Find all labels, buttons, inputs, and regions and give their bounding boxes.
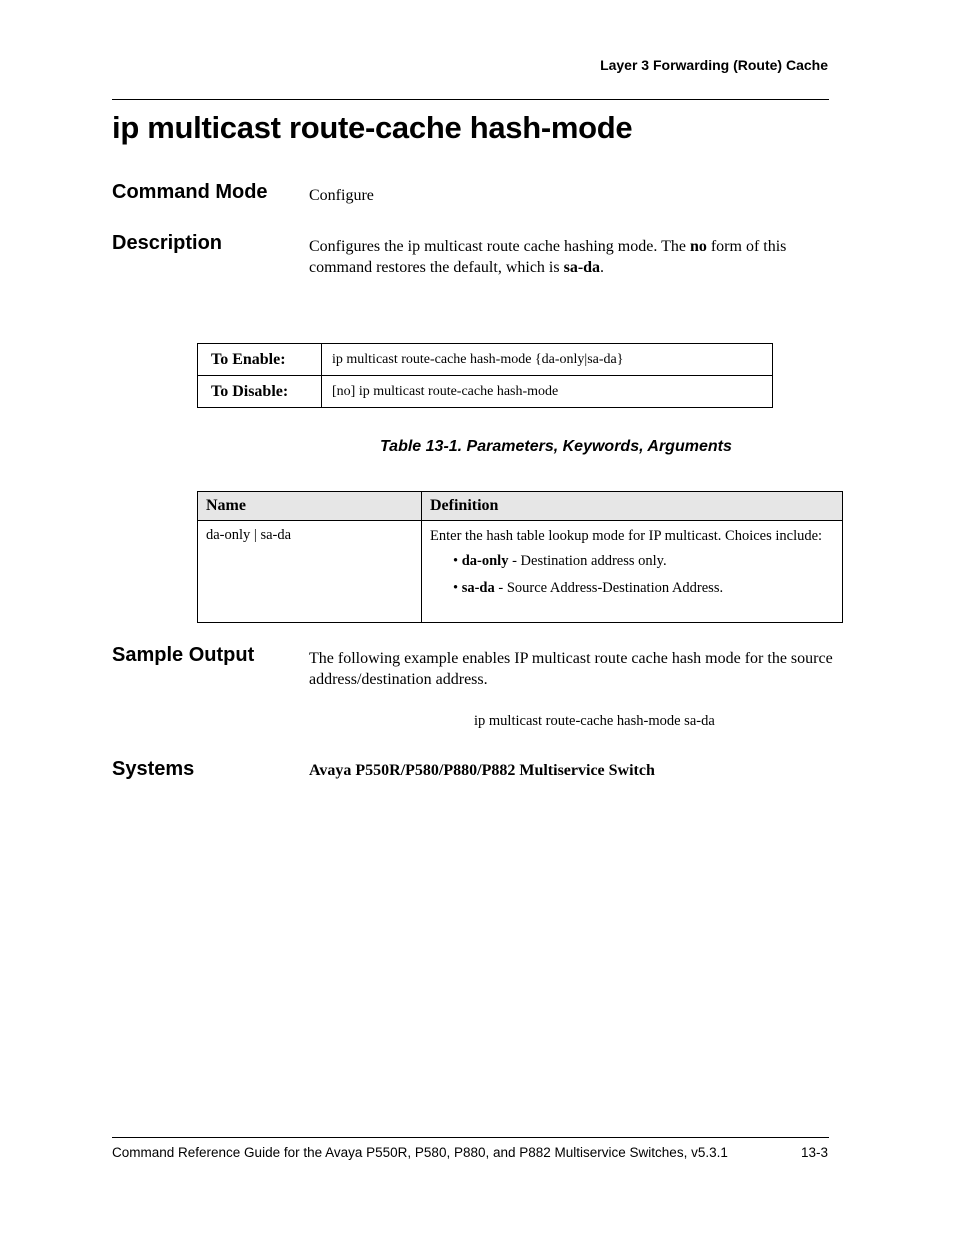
table-row <box>198 521 843 623</box>
sample-output-text: The following example enables IP multicast route cache hash mode for the source address/destination address. <box>309 650 833 688</box>
syntax-row-disable <box>198 376 773 408</box>
description-keyword-no: no <box>689 238 707 255</box>
description-text-part: form of this command restores the default, which is <box>309 238 787 276</box>
list-item: • da-only - Destination address only. <box>453 553 667 569</box>
column-header-name: Name <box>198 492 422 521</box>
enable-syntax: ip multicast route-cache hash-mode {da-only|sa-da} <box>322 344 773 376</box>
page-title: ip multicast route-cache hash-mode <box>112 110 633 145</box>
running-header: Layer 3 Forwarding (Route) Cache <box>600 57 828 73</box>
choice-term: sa-da <box>461 580 495 596</box>
description-heading: Description <box>112 232 223 254</box>
header-rule <box>112 99 829 100</box>
page-number: 13-3 <box>800 1145 828 1160</box>
sample-command: ip multicast route-cache hash-mode sa-da <box>474 713 715 729</box>
param-definition-cell <box>422 521 843 623</box>
systems-heading: Systems <box>112 758 195 780</box>
param-name: da-only | sa-da <box>198 521 422 623</box>
list-item: • sa-da - Source Address-Destination Address. <box>453 580 724 596</box>
column-header-definition: Definition <box>422 492 843 521</box>
table-header-row <box>198 492 843 521</box>
choice-term: da-only <box>461 553 509 569</box>
description-default-value: sa-da <box>563 259 601 276</box>
choice-description: - Destination address only. <box>508 553 667 569</box>
syntax-table <box>197 343 773 408</box>
footer-book-title: Command Reference Guide for the Avaya P550R, P580, P880, and P882 Multiservice Switches, v5.3.1 <box>112 1145 728 1160</box>
description-text-part: Configures the ip multicast route cache hashing mode. The <box>309 238 690 255</box>
footer-rule <box>112 1137 829 1138</box>
enable-label: To Enable: <box>198 344 322 376</box>
sample-output-heading: Sample Output <box>112 644 255 666</box>
command-mode-value: Configure <box>309 187 374 204</box>
table-caption: Table 13-1. Parameters, Keywords, Arguments <box>380 438 732 455</box>
syntax-row-enable <box>198 344 773 376</box>
systems-value: Avaya P550R/P580/P880/P882 Multiservice Switch <box>309 762 655 779</box>
parameters-table <box>197 491 843 623</box>
disable-label: To Disable: <box>198 376 322 408</box>
command-mode-heading: Command Mode <box>112 181 268 203</box>
disable-syntax: [no] ip multicast route-cache hash-mode <box>322 376 773 408</box>
choices-list <box>430 552 834 598</box>
description-text-part: . <box>600 259 605 276</box>
choice-description: - Source Address-Destination Address. <box>494 580 724 596</box>
description-text <box>309 236 839 278</box>
param-definition: Enter the hash table lookup mode for IP multicast. Choices include: <box>430 528 823 544</box>
